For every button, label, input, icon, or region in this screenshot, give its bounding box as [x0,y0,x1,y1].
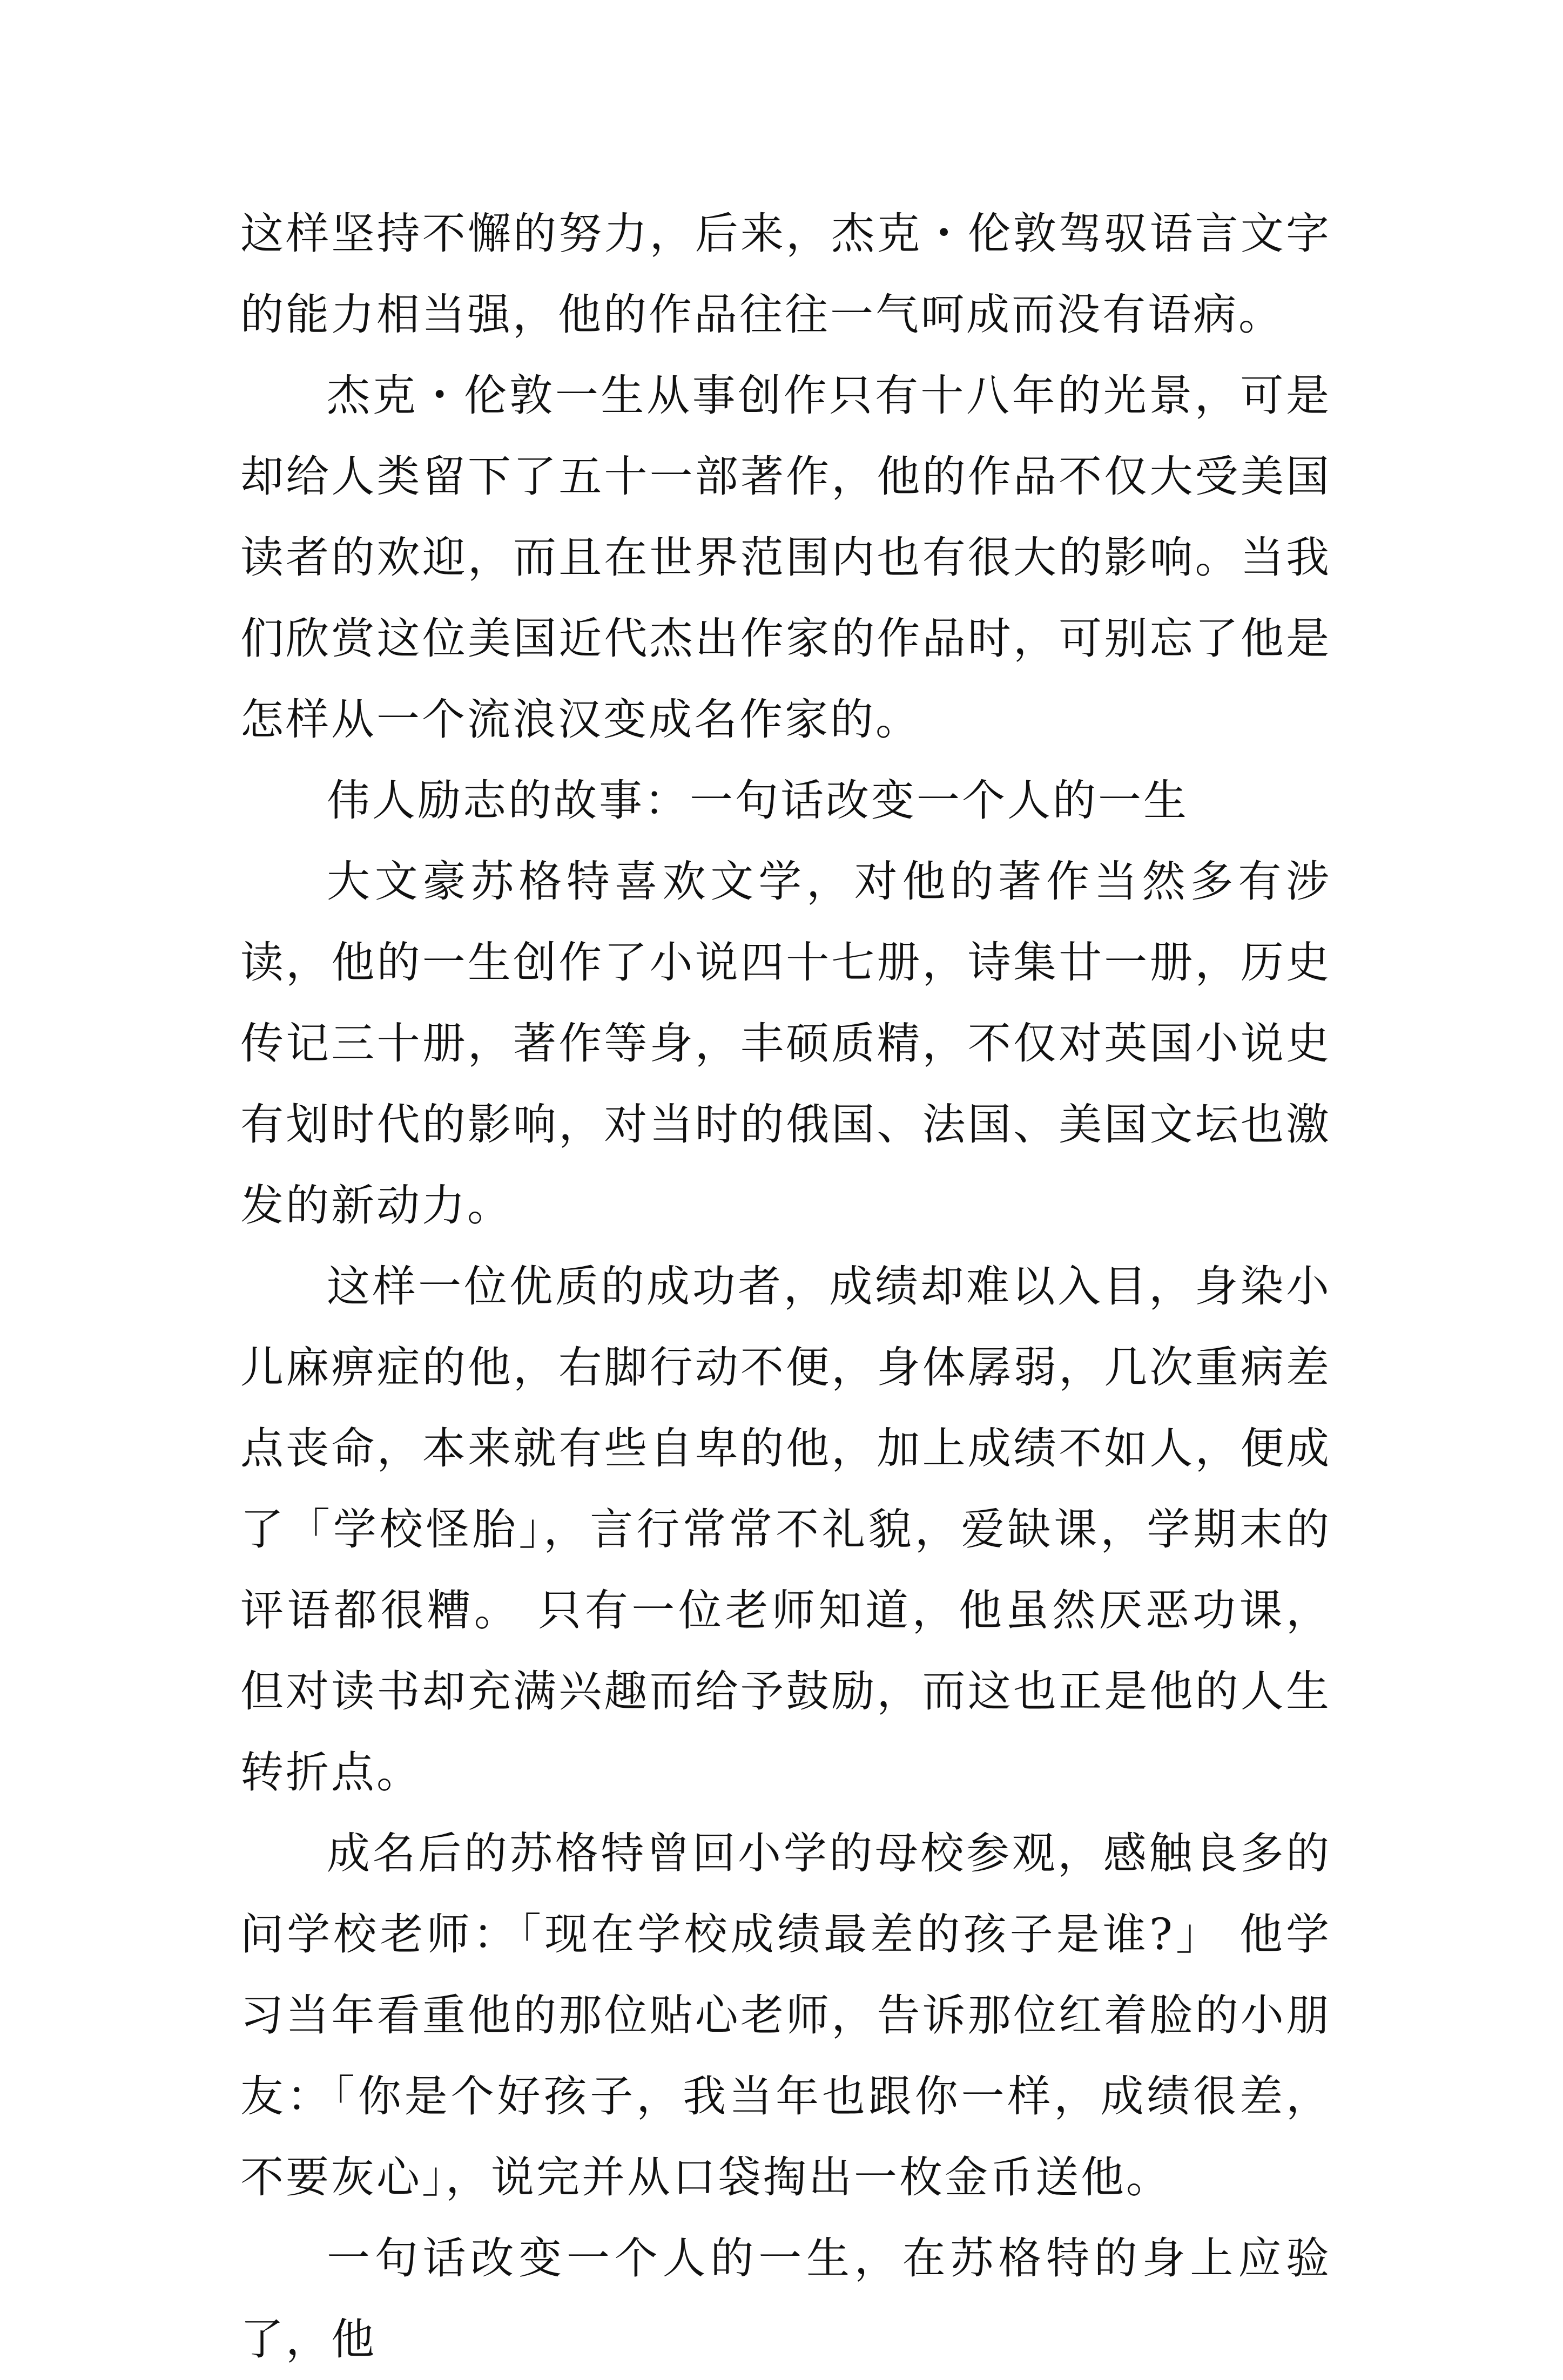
paragraph: 一句话改变一个人的一生，在苏格特的身上应验了，他 [240,2233,1331,2364]
paragraph: 杰克・伦敦一生从事创作只有十八年的光景，可是却给人类留下了五十一部著作，他的作品不仅大受美国读者的欢迎，而且在世界范围内也有很大的影响。当我们欣赏这位美国近代杰出作家的作品时，可别忘了他是怎样从一个流浪汉变成名作家的。 [240,370,1331,745]
paragraph: 这样一位优质的成功者，成绩却难以入目，身染小儿麻痹症的他，右脚行动不便，身体孱弱，几次重病差点丧命，本来就有些自卑的他，加上成绩不如人，便成了「学校怪胎」，言行常常不礼貌，爱缺课，学期末的评语都很糟。 只有一位老师知道，他虽然厌恶功课，但对读书却充满兴趣而给予鼓励，而这也正是他的人生转折点。 [240,1261,1331,1797]
paragraph: 成名后的苏格特曾回小学的母校参观，感触良多的问学校老师：「现在学校成绩最差的孩子是谁?」 他学习当年看重他的那位贴心老师，告诉那位红着脸的小朋友：「你是个好孩子，我当年也跟你一样，成绩很差，不要灰心」，说完并从口袋掏出一枚金币送他。 [240,1828,1331,2202]
paragraph: 大文豪苏格特喜欢文学，对他的著作当然多有涉读，他的一生创作了小说四十七册，诗集廿一册，历史传记三十册，著作等身，丰硕质精，不仅对英国小说史有划时代的影响，对当时的俄国、法国、美国文坛也激发的新动力。 [240,856,1331,1230]
paragraph: 这样坚持不懈的努力，后来，杰克・伦敦驾驭语言文字的能力相当强，他的作品往往一气呵成而没有语病。 [240,208,1331,340]
section-heading: 伟人励志的故事：一句话改变一个人的一生 [327,775,1189,826]
document-body [240,193,1331,2380]
